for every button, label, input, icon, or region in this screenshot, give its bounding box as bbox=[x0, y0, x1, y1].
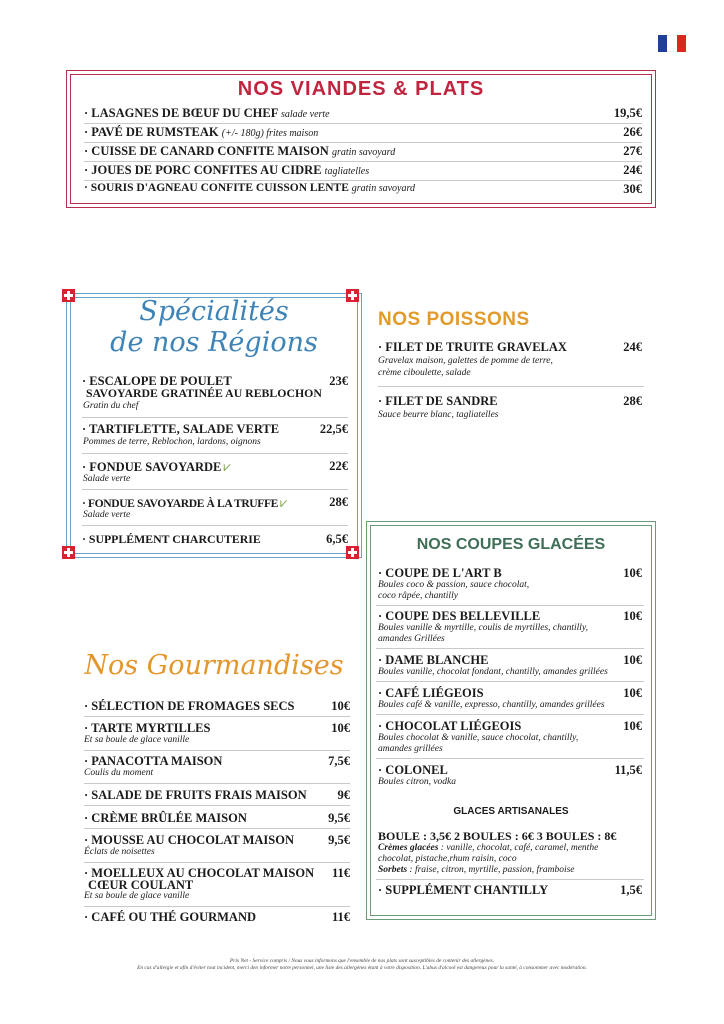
menu-item-description: Gratin du chef bbox=[83, 401, 139, 411]
cremes-glacees-list: Crèmes glacées : vanille, chocolat, café, caramel, menthe bbox=[378, 843, 599, 853]
menu-item-name: · ESCALOPE DE POULET bbox=[82, 374, 232, 388]
sorbets-list: Sorbets : fraise, citron, myrtille, passion, framboise bbox=[378, 865, 575, 875]
menu-item-name: · TARTIFLETTE, SALADE VERTE bbox=[82, 422, 280, 436]
menu-item-name: · DAME BLANCHE bbox=[378, 653, 489, 667]
divider bbox=[84, 716, 350, 717]
menu-item-description: Boules coco & passion, sauce chocolat, bbox=[378, 580, 530, 590]
menu-item-description: coco râpée, chantilly bbox=[378, 591, 458, 601]
menu-item-name: · SOURIS D'AGNEAU CONFITE CUISSON LENTE gratin savoyard bbox=[84, 182, 416, 194]
menu-item-price: 10€ bbox=[623, 719, 642, 733]
menu-item-price: 28€ bbox=[329, 495, 348, 509]
specialites-title-line2: de nos Régions bbox=[110, 327, 318, 358]
menu-item-name: · MOELLEUX AU CHOCOLAT MAISON bbox=[84, 866, 315, 880]
menu-item-name: · FONDUE SAVOYARDE ⩗ bbox=[82, 459, 231, 474]
menu-item-name: · JOUES DE PORC CONFITES AU CIDRE tagliatelles bbox=[84, 163, 370, 177]
menu-item-price: 11€ bbox=[331, 910, 350, 924]
divider bbox=[82, 489, 348, 490]
cremes-glacees-list-line2: chocolat, pistache,rhum raisin, coco bbox=[378, 854, 517, 864]
menu-item-price: 23€ bbox=[329, 374, 348, 388]
menu-item-price: 9€ bbox=[337, 788, 350, 802]
menu-item-name: · CHOCOLAT LIÉGEOIS bbox=[378, 719, 522, 733]
flag-stripe-white bbox=[667, 35, 676, 52]
menu-item-description: Gravelax maison, galettes de pomme de terre, bbox=[378, 356, 553, 366]
menu-item-price: 1,5€ bbox=[620, 883, 642, 897]
cremes-label: Crèmes glacées bbox=[378, 843, 439, 853]
menu-item-price: 11,5€ bbox=[614, 763, 642, 777]
menu-item-description: Et sa boule de glace vanille bbox=[84, 735, 190, 745]
menu-item-price: 9,5€ bbox=[328, 811, 350, 825]
divider bbox=[82, 417, 348, 418]
menu-item-name: · COUPE DES BELLEVILLE bbox=[378, 609, 541, 623]
divider bbox=[82, 453, 348, 454]
menu-item-price: 10€ bbox=[331, 699, 350, 713]
menu-item-name: · COUPE DE L'ART B bbox=[378, 566, 502, 580]
menu-item-price: 11€ bbox=[331, 866, 350, 880]
menu-item-description: Salade verte bbox=[83, 510, 131, 520]
menu-item-price: 19,5€ bbox=[613, 106, 642, 120]
menu-item-description: Boules café & vanille, expresso, chantilly, amandes grillées bbox=[378, 700, 605, 710]
poissons-title: NOS POISSONS bbox=[378, 309, 530, 330]
french-flag-icon[interactable] bbox=[658, 35, 686, 52]
menu-item-price: 22,5€ bbox=[319, 422, 348, 436]
flag-stripe-blue bbox=[658, 35, 667, 52]
coupes-title: NOS COUPES GLACÉES bbox=[416, 536, 606, 553]
menu-item-name: · SALADE DE FRUITS FRAIS MAISON bbox=[84, 788, 307, 802]
divider bbox=[84, 805, 350, 806]
viandes-title: NOS VIANDES & PLATS bbox=[237, 78, 485, 100]
menu-item-price: 10€ bbox=[623, 686, 642, 700]
menu-item-description: Sauce beurre blanc, tagliatelles bbox=[378, 410, 499, 420]
menu-item-price: 22€ bbox=[329, 459, 348, 473]
divider bbox=[82, 525, 348, 526]
divider bbox=[84, 828, 350, 829]
divider bbox=[376, 879, 644, 880]
menu-item-name: · SÉLECTION DE FROMAGES SECS bbox=[84, 699, 295, 713]
menu-item-name-line2: SAVOYARDE GRATINÉE AU REBLOCHON bbox=[86, 386, 322, 400]
menu-item-description: Boules chocolat & vanille, sauce chocolat, chantilly, bbox=[378, 733, 579, 743]
menu-item-name: · PANACOTTA MAISON bbox=[84, 754, 223, 768]
divider bbox=[376, 758, 644, 759]
menu-item-description: Boules citron, vodka bbox=[378, 777, 457, 787]
menu-item-description: Coulis du moment bbox=[84, 768, 154, 778]
savoie-cross-icon bbox=[346, 546, 359, 559]
menu-item-price: 7,5€ bbox=[328, 754, 350, 768]
menu-item-name: · MOUSSE AU CHOCOLAT MAISON bbox=[84, 833, 294, 847]
footer-line-1: Prix Net - Service compris / Nous vous informons que l'ensemble de nos plats sont susceptibles de contenir des allergènes. bbox=[229, 958, 495, 964]
savoie-cross-icon bbox=[62, 546, 75, 559]
menu-item-description: Pommes de terre, Reblochon, lardons, oignons bbox=[83, 437, 261, 447]
divider bbox=[84, 783, 350, 784]
menu-item-name: · CRÈME BRÛLÉE MAISON bbox=[84, 811, 247, 825]
menu-item-price: 24€ bbox=[623, 163, 642, 177]
menu-item-name: · SUPPLÉMENT CHARCUTERIE bbox=[82, 532, 261, 546]
menu-item-description: Boules vanille & myrtille, coulis de myrtilles, chantilly, bbox=[378, 623, 589, 633]
menu-item-name: · FONDUE SAVOYARDE À LA TRUFFE ⩗ bbox=[82, 495, 287, 510]
menu-item-name: · CAFÉ LIÉGEOIS bbox=[378, 686, 484, 700]
menu-item-description: Salade verte bbox=[83, 474, 131, 484]
footer-line-2: En cas d'allergie et afin d'éviter tout incident, merci den informer notre personnel, une liste des allergènes étant à votre disposition. L'abus d'alcool est dangereux pour la santé, à consommer avec modération. bbox=[137, 965, 587, 971]
menu-item-name-line2: CŒUR COULANT bbox=[88, 878, 194, 892]
menu-item-description: Éclats de noisettes bbox=[84, 847, 155, 857]
menu-item-name: · TARTE MYRTILLES bbox=[84, 721, 211, 735]
divider bbox=[84, 180, 642, 181]
menu-item-price: 6,5€ bbox=[326, 532, 348, 546]
boules-prices: BOULE : 3,5€ 2 BOULES : 6€ 3 BOULES : 8€ bbox=[378, 829, 617, 843]
menu-item-price: 28€ bbox=[623, 394, 642, 408]
menu-item-name: · CUISSE DE CANARD CONFITE MAISON gratin savoyard bbox=[84, 144, 396, 158]
menu-item-price: 27€ bbox=[623, 144, 642, 158]
menu-item-description: Boules vanille, chocolat fondant, chantilly, amandes grillées bbox=[378, 667, 608, 677]
divider bbox=[376, 681, 644, 682]
menu-item-name: · FILET DE TRUITE GRAVELAX bbox=[378, 340, 567, 354]
menu-item-price: 9,5€ bbox=[328, 833, 350, 847]
divider bbox=[378, 386, 644, 387]
divider bbox=[376, 605, 644, 606]
menu-item-price: 26€ bbox=[623, 125, 642, 139]
divider bbox=[84, 123, 642, 124]
menu-item-name: · SUPPLÉMENT CHANTILLY bbox=[378, 883, 549, 897]
menu-item-price: 10€ bbox=[623, 566, 642, 580]
gourmandises-title: Nos Gourmandises bbox=[84, 650, 344, 681]
menu-item-description: amandes Grillées bbox=[378, 634, 445, 644]
menu-item-description: amandes grillées bbox=[378, 744, 443, 754]
divider bbox=[84, 750, 350, 751]
menu-item-description: crème ciboulette, salade bbox=[378, 368, 471, 378]
menu-item-name: · FILET DE SANDRE bbox=[378, 394, 498, 408]
flag-stripe-red bbox=[677, 35, 686, 52]
glaces-artisanales-title: GLACES ARTISANALES bbox=[453, 806, 569, 817]
specialites-title-line1: Spécialités bbox=[139, 296, 289, 327]
divider bbox=[84, 142, 642, 143]
leaf-icon: ⩗ bbox=[223, 459, 231, 474]
divider bbox=[376, 648, 644, 649]
divider bbox=[376, 714, 644, 715]
sorbets-label: Sorbets bbox=[378, 865, 408, 875]
menu-item-price: 10€ bbox=[623, 609, 642, 623]
divider bbox=[84, 161, 642, 162]
leaf-icon: ⩗ bbox=[279, 495, 287, 510]
menu-item-name: · PAVÉ DE RUMSTEAK (+/- 180g) frites maison bbox=[84, 125, 319, 139]
menu-item-price: 10€ bbox=[331, 721, 350, 735]
divider bbox=[84, 862, 350, 863]
menu-item-price: 24€ bbox=[623, 340, 642, 354]
menu-item-description: Et sa boule de glace vanille bbox=[84, 891, 190, 901]
divider bbox=[84, 906, 350, 907]
menu-item-name: · COLONEL bbox=[378, 763, 448, 777]
menu-item-price: 30€ bbox=[623, 182, 642, 196]
menu-item-name: · CAFÉ OU THÉ GOURMAND bbox=[84, 910, 256, 924]
menu-item-name: · LASAGNES DE BŒUF DU CHEF salade verte bbox=[84, 106, 330, 120]
menu-item-price: 10€ bbox=[623, 653, 642, 667]
